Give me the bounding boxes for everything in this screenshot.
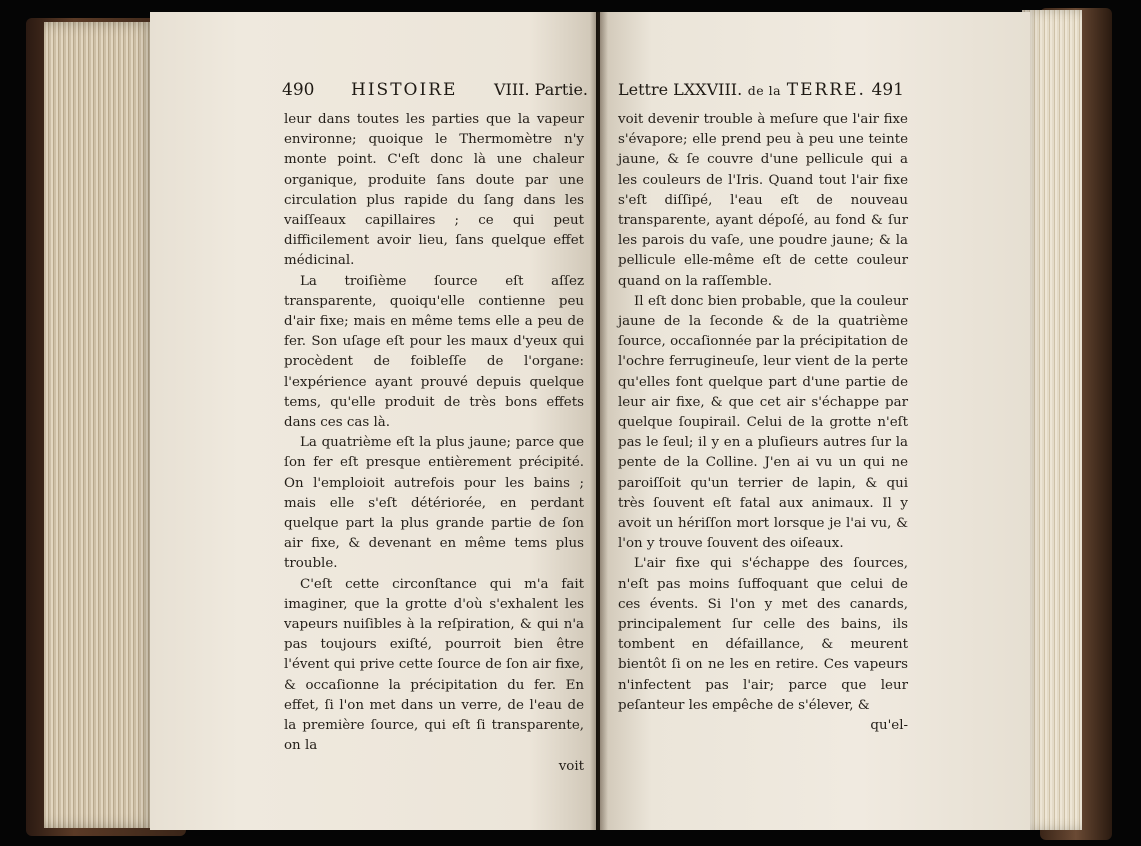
left-page-number: 490 xyxy=(282,80,315,100)
paragraph: L'air fixe qui s'échappe des ſources, n'eſt pas moins ſuffoquant que celui de ces évents. Si l'on y met des canards, principalement ſur celle des bains, ils tombent en défaillance, & meurent bientôt ſi on ne les en retire. Ces vapeurs n'infectent pas l'air; parce que leur peſanteur les empêche de s'élever, & xyxy=(618,556,908,713)
right-small-label: de la xyxy=(747,83,782,98)
paragraph: leur dans toutes les parties que la vapeur environne; quoique le Thermomètre n'y monte point. C'eſt donc là une chaleur organique, produite ſans doute par une circulation plus rapide du ſang dans les vaiſſeaux capillaires ; ce qui peut difficilement avoir lieu, ſans quelque effet médicinal. xyxy=(284,112,584,269)
right-catchword: qu'el- xyxy=(870,718,908,734)
left-catchword: voit xyxy=(558,758,584,774)
right-running-title: TERRE. xyxy=(786,80,866,100)
paragraph: Il eſt donc bien probable, que la couleur jaune de la ſeconde & de la quatrième ſource, occaſionnée par la précipitation de l'ochre ferrugineuſe, leur vient de la perte qu'elles font quelque part d'une partie de leur air fixe, & que cet air s'échappe par quelque ſoupirail. Celui de la grotte n'eſt pas le ſeul; il y en a pluſieurs autres ſur la pente de la Colline. J'en ai vu un qui ne paroiſſoit qu'un terrier de lapin, & qui très ſouvent eſt fatal aux animaux. Il y avoit un hériſſon mort lorsque je l'ai vu, & l'on y trouve ſouvent des oiſeaux. xyxy=(618,293,908,552)
right-page-number: 491 xyxy=(871,80,904,100)
right-running-header xyxy=(618,80,904,100)
right-page-edges xyxy=(1022,10,1082,830)
paragraph: C'eſt cette circonſtance qui m'a fait imaginer, que la grotte d'où s'exhalent les vapeurs nuiſibles à la reſpiration, & qui n'a pas toujours exiſté, pourroit bien être l'évent qui prive cette ſource de ſon air fixe, & occaſionne la précipitation du fer. En effet, ſi l'on met dans un verre, de l'eau de la première ſource, qui eſt ſi transparente, on la xyxy=(284,576,584,754)
left-page-edges xyxy=(44,22,156,828)
right-letter-label: Lettre LXXVIII. xyxy=(618,80,743,99)
paragraph: La troiſième ſource eſt aſſez transparente, quoiqu'elle contienne peu d'air fixe; mais en même tems elle a peu de fer. Son uſage eſt pour les maux d'yeux qui procèdent de foibleſſe de l'organe: l'expérience ayant prouvé depuis quelque tems, qu'elle produit de très bons effets dans ces cas là. xyxy=(284,273,584,431)
paragraph: voit devenir trouble à meſure que l'air fixe s'évapore; elle prend peu à peu une teinte jaune, & ſe couvre d'une pellicule qui a les couleurs de l'Iris. Quand tout l'air fixe s'eſt diſſipé, l'eau eſt de nouveau transparente, ayant dépoſé, au fond & ſur les parois du vaſe, une poudre jaune; & la pellicule elle-même eſt de cette couleur quand on la raſſemble. xyxy=(618,112,908,289)
right-text-column xyxy=(618,110,908,736)
left-text-column xyxy=(284,110,584,777)
left-running-title: HISTOIRE xyxy=(351,80,458,100)
book-gutter xyxy=(590,12,608,830)
paragraph: La quatrième eſt la plus jaune; parce que ſon fer eſt presque entièrement précipité. On l'emploioit autrefois pour les bains ; mais elle s'eſt détériorée, en perdant quelque part la plus grande partie de ſon air fixe, & devenant en même tems plus trouble. xyxy=(284,435,584,572)
left-running-header xyxy=(282,80,588,100)
left-section-label: VIII. Partie. xyxy=(493,80,588,99)
